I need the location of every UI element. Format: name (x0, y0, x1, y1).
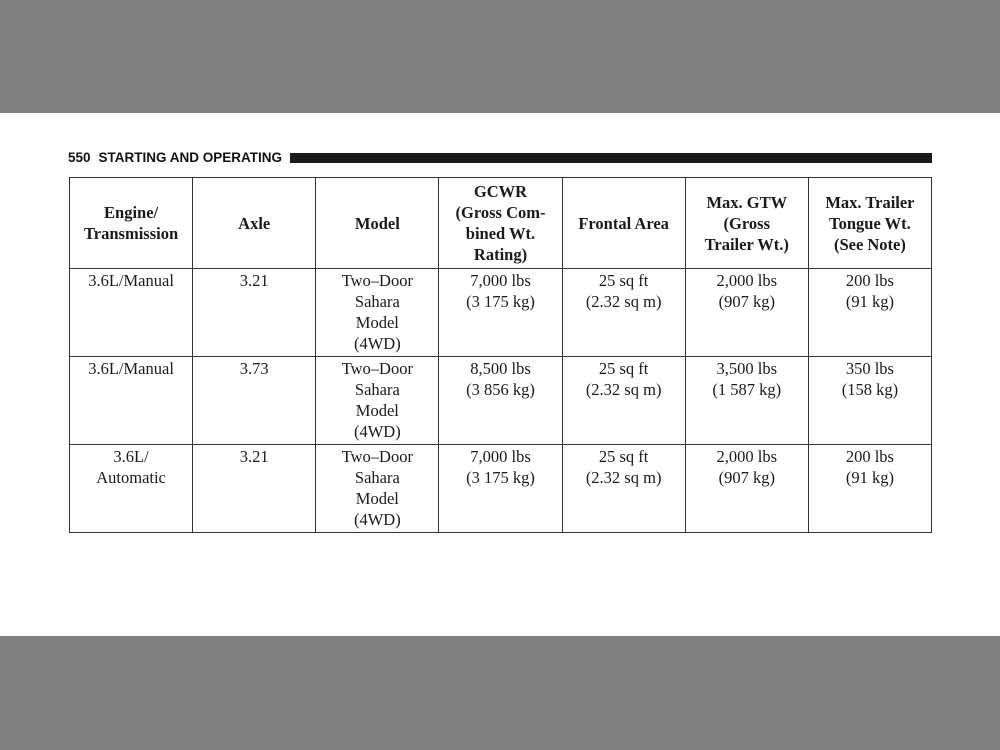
column-header-gcwr (439, 178, 562, 269)
column-header-axle (193, 178, 316, 269)
cell-line: (3 175 kg) (466, 292, 535, 311)
cell-gcwr (439, 269, 562, 357)
header-line: (Gross (723, 213, 770, 233)
cell-line: Model (355, 401, 399, 420)
cell-line: Model (355, 489, 399, 508)
cell-max-tongue-wt (808, 357, 931, 445)
cell-line: 3.6L/ (113, 447, 149, 466)
towing-spec-table (69, 177, 932, 533)
column-header-max-gtw (685, 178, 808, 269)
table-header-row (70, 178, 932, 269)
cell-axle (193, 445, 316, 533)
header-line: Trailer Wt.) (704, 234, 789, 254)
cell-line: 3.21 (239, 271, 269, 290)
cell-line: 2,000 lbs (716, 447, 778, 466)
cell-line: 200 lbs (845, 447, 894, 466)
cell-line: (3 175 kg) (466, 468, 535, 487)
cell-line: 25 sq ft (598, 271, 649, 290)
cell-line: (2.32 sq m) (585, 292, 662, 311)
column-header-max-tongue-wt (808, 178, 931, 269)
cell-line: Sahara (354, 292, 400, 311)
cell-engine-transmission (70, 357, 193, 445)
cell-line: 3.6L/Manual (88, 271, 174, 290)
cell-max-gtw (685, 269, 808, 357)
page-header (68, 149, 932, 167)
cell-line: (1 587 kg) (712, 380, 782, 399)
header-line: Tongue Wt. (829, 213, 911, 233)
section-title: STARTING AND OPERATING (98, 150, 283, 165)
cell-line: (4WD) (353, 334, 401, 353)
cell-frontal-area (562, 357, 685, 445)
cell-line: 3,500 lbs (716, 359, 778, 378)
cell-line: Two–Door (341, 271, 413, 290)
cell-max-tongue-wt (808, 269, 931, 357)
column-header-frontal-area (562, 178, 685, 269)
cell-line: (907 kg) (718, 468, 775, 487)
header-line: Max. GTW (706, 192, 788, 212)
cell-line: 200 lbs (845, 271, 894, 290)
column-header-model (316, 178, 439, 269)
cell-line: (4WD) (353, 510, 401, 529)
header-line: Rating) (473, 245, 528, 264)
cell-model (316, 357, 439, 445)
header-line: (Gross Com- (455, 203, 546, 222)
cell-line: 8,500 lbs (470, 359, 531, 378)
cell-line: Two–Door (341, 359, 413, 378)
cell-line: Two–Door (341, 447, 413, 466)
cell-line: (3 856 kg) (466, 380, 535, 399)
header-line: Frontal Area (578, 213, 669, 233)
cell-model (316, 445, 439, 533)
header-line: Model (354, 213, 400, 233)
cell-line: 25 sq ft (598, 359, 649, 378)
cell-max-gtw (685, 445, 808, 533)
cell-line: 3.6L/Manual (88, 359, 174, 378)
header-line: Axle (238, 213, 271, 233)
cell-line: 3.21 (239, 447, 269, 466)
table-row (70, 269, 932, 357)
cell-gcwr (439, 357, 562, 445)
cell-line: (4WD) (353, 422, 401, 441)
cell-model (316, 269, 439, 357)
header-line: bined Wt. (465, 224, 536, 243)
page-number: 550 (68, 150, 91, 165)
cell-line: 7,000 lbs (470, 271, 531, 290)
header-rule (290, 153, 932, 163)
cell-frontal-area (562, 269, 685, 357)
column-header-engine-transmission (70, 178, 193, 269)
cell-line: 3.73 (239, 359, 269, 378)
document-page (0, 113, 1000, 636)
cell-engine-transmission (70, 269, 193, 357)
cell-gcwr (439, 445, 562, 533)
cell-line: (91 kg) (845, 468, 894, 487)
cell-line: Sahara (354, 468, 400, 487)
header-line: Transmission (84, 224, 179, 243)
cell-line: 2,000 lbs (716, 271, 778, 290)
cell-line: 7,000 lbs (470, 447, 531, 466)
cell-line: (907 kg) (718, 292, 775, 311)
cell-line: (91 kg) (845, 292, 894, 311)
cell-frontal-area (562, 445, 685, 533)
cell-line: (2.32 sq m) (585, 380, 662, 399)
header-line: Max. Trailer (825, 192, 915, 212)
cell-line: (158 kg) (841, 380, 899, 399)
header-line: GCWR (473, 182, 528, 201)
header-line: Engine/ (104, 203, 159, 222)
header-line: (See Note) (833, 234, 906, 254)
cell-line: Sahara (354, 380, 400, 399)
cell-line: 25 sq ft (598, 447, 649, 466)
cell-line: 350 lbs (845, 359, 894, 378)
cell-max-tongue-wt (808, 445, 931, 533)
cell-axle (193, 269, 316, 357)
table-row (70, 445, 932, 533)
cell-engine-transmission (70, 445, 193, 533)
table-row (70, 357, 932, 445)
cell-line: (2.32 sq m) (585, 468, 662, 487)
cell-max-gtw (685, 357, 808, 445)
cell-axle (193, 357, 316, 445)
cell-line: Model (355, 313, 399, 332)
cell-line: Automatic (96, 468, 166, 487)
